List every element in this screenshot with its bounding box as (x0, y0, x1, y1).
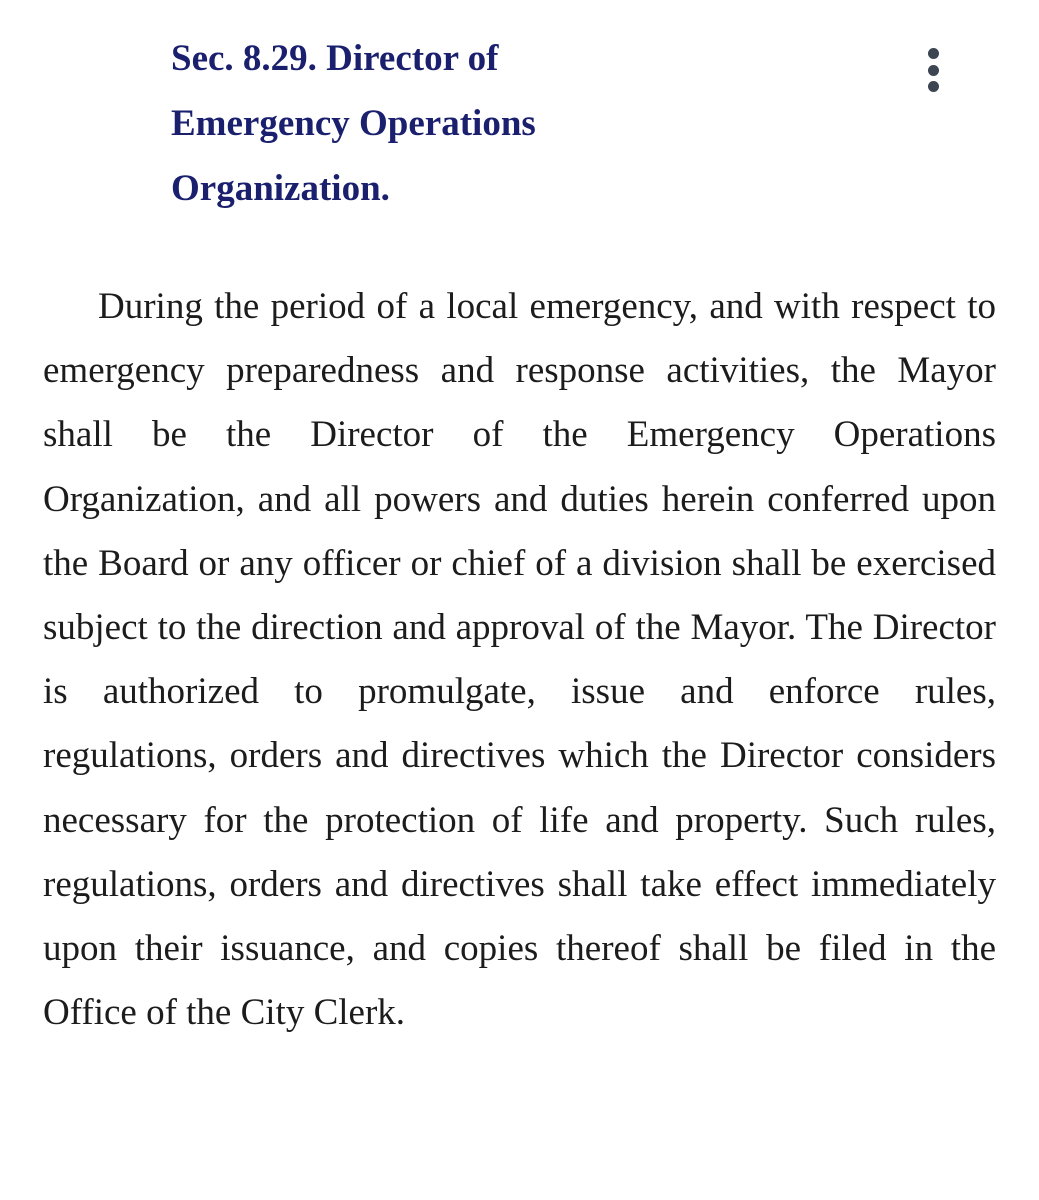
section-body-paragraph: During the period of a local emergency, and with respect to emergency preparedness and response activities, the Mayor shall be the Director of the Emergency Operations Organization, and all powers and duties herein conferred upon the Board or any officer or chief of a division shall be exercised subject to the direction and approval of the Mayor. The Director is authorized to promulgate, issue and enforce rules, regulations, orders and directives which the Director considers necessary for the protection of life and property. Such rules, regulations, orders and directives shall take effect immediately upon their issuance, and copies thereof shall be filed in the Office of the City Clerk. (43, 286, 996, 1034)
menu-dot (928, 65, 939, 76)
more-options-icon[interactable] (918, 48, 948, 92)
menu-dot (928, 81, 939, 92)
section-title: Sec. 8.29. Director of Emergency Operations Organization. (171, 38, 536, 209)
menu-dot (928, 48, 939, 59)
